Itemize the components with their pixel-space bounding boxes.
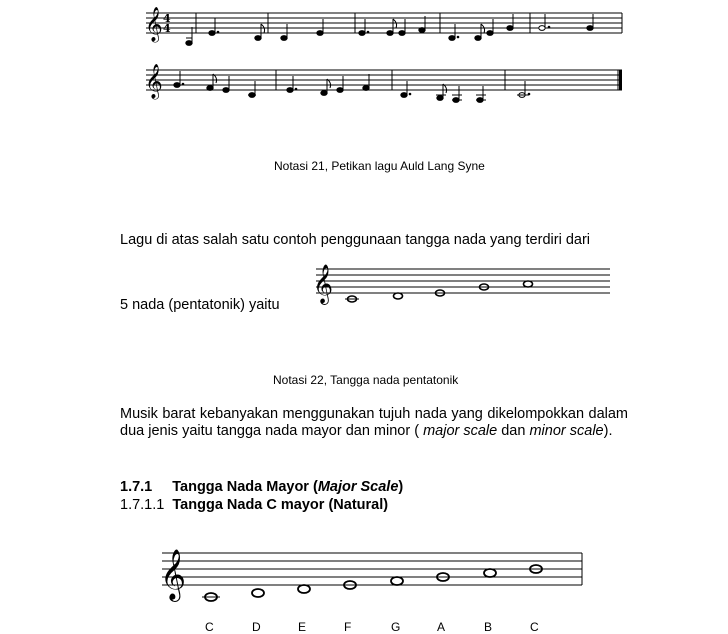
- subsection-heading: 1.7.1.1 Tangga Nada C mayor (Natural): [120, 497, 389, 513]
- paragraph-line: 5 nada (pentatonik) yaitu: [120, 297, 280, 313]
- treble-clef-icon: 𝄞: [313, 264, 334, 304]
- paragraph-major-minor: Musik barat kebanyakan menggunakan tujuh nada yang dikelompokkan dalam dua jenis yaitu tangga nada mayor dan minor ( major scale dan minor scale).: [120, 406, 628, 439]
- note-name: F: [344, 620, 352, 634]
- note-name: C: [530, 620, 539, 634]
- figure-caption-pentatonic: Notasi 22, Tangga nada pentatonik: [273, 373, 459, 387]
- svg-text:4: 4: [163, 22, 171, 35]
- paragraph-line: Lagu di atas salah satu contoh penggunaan tangga nada yang terdiri dari: [120, 232, 590, 248]
- c-major-scale-notation: [0, 540, 728, 620]
- treble-clef-icon: 𝄞: [145, 7, 163, 42]
- note-name: E: [298, 620, 307, 634]
- treble-clef-icon: 𝄞: [145, 64, 163, 99]
- note-name: C: [205, 620, 214, 634]
- svg-text:4: 4: [163, 12, 171, 25]
- treble-clef-icon: 𝄞: [160, 549, 187, 600]
- auld-lang-syne-notation: [0, 0, 728, 110]
- section-heading: 1.7.1 Tangga Nada Mayor (Major Scale): [120, 479, 404, 495]
- note-name: A: [437, 620, 446, 634]
- note-name: D: [252, 620, 261, 634]
- pentatonic-scale-notation: [0, 255, 728, 325]
- figure-caption-auld-lang-syne: Notasi 21, Petikan lagu Auld Lang Syne: [274, 159, 485, 173]
- note-name: G: [391, 620, 401, 634]
- note-name: B: [484, 620, 493, 634]
